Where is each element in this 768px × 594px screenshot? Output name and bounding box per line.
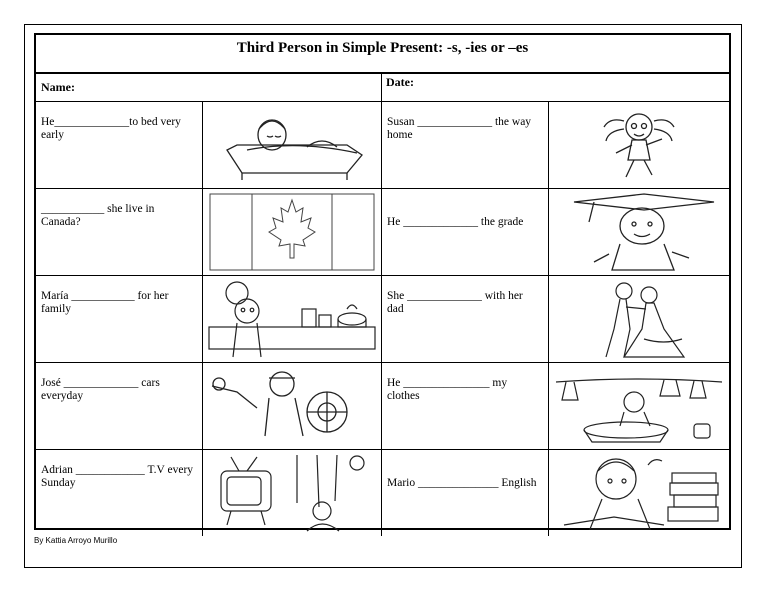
graduate-icon xyxy=(549,189,729,275)
exercise-grid xyxy=(36,102,729,536)
name-date-row xyxy=(36,74,729,102)
author-credit: By Kattia Arroyo Murillo xyxy=(34,536,118,545)
exercise-row xyxy=(36,449,729,536)
exercise-sentence[interactable]: ___________ she live in Canada? xyxy=(36,189,203,275)
mechanic-icon xyxy=(203,363,382,449)
running-girl-icon xyxy=(549,102,729,188)
exercise-row xyxy=(36,102,729,188)
sleeping-child-icon xyxy=(203,102,382,188)
washing-clothes-icon xyxy=(549,363,729,449)
exercise-sentence[interactable]: José _____________ cars everyday xyxy=(36,363,203,449)
exercise-row xyxy=(36,275,729,362)
exercise-row xyxy=(36,188,729,275)
exercise-sentence[interactable]: He_____________to bed very early xyxy=(36,102,203,188)
exercise-sentence[interactable]: Adrian ____________ T.V every Sunday xyxy=(36,450,203,536)
exercise-sentence[interactable]: He _____________ the grade xyxy=(382,189,549,275)
exercise-sentence[interactable]: Mario ______________ English xyxy=(382,450,549,536)
exercise-sentence[interactable]: He _______________ my clothes xyxy=(382,363,549,449)
canada-flag-icon xyxy=(203,189,382,275)
exercise-sentence[interactable]: María ___________ for her family xyxy=(36,276,203,362)
worksheet-title: Third Person in Simple Present: -s, -ies or –es xyxy=(36,35,729,74)
exercise-sentence[interactable]: Susan _____________ the way home xyxy=(382,102,549,188)
exercise-sentence[interactable]: She _____________ with her dad xyxy=(382,276,549,362)
studying-boy-icon xyxy=(549,450,729,536)
exercise-row xyxy=(36,362,729,449)
name-field[interactable]: Name: xyxy=(36,74,382,101)
worksheet-table xyxy=(34,33,731,530)
watching-tv-icon xyxy=(203,450,382,536)
date-field[interactable]: Date: xyxy=(386,75,414,89)
dancing-couple-icon xyxy=(549,276,729,362)
cooking-girl-icon xyxy=(203,276,382,362)
